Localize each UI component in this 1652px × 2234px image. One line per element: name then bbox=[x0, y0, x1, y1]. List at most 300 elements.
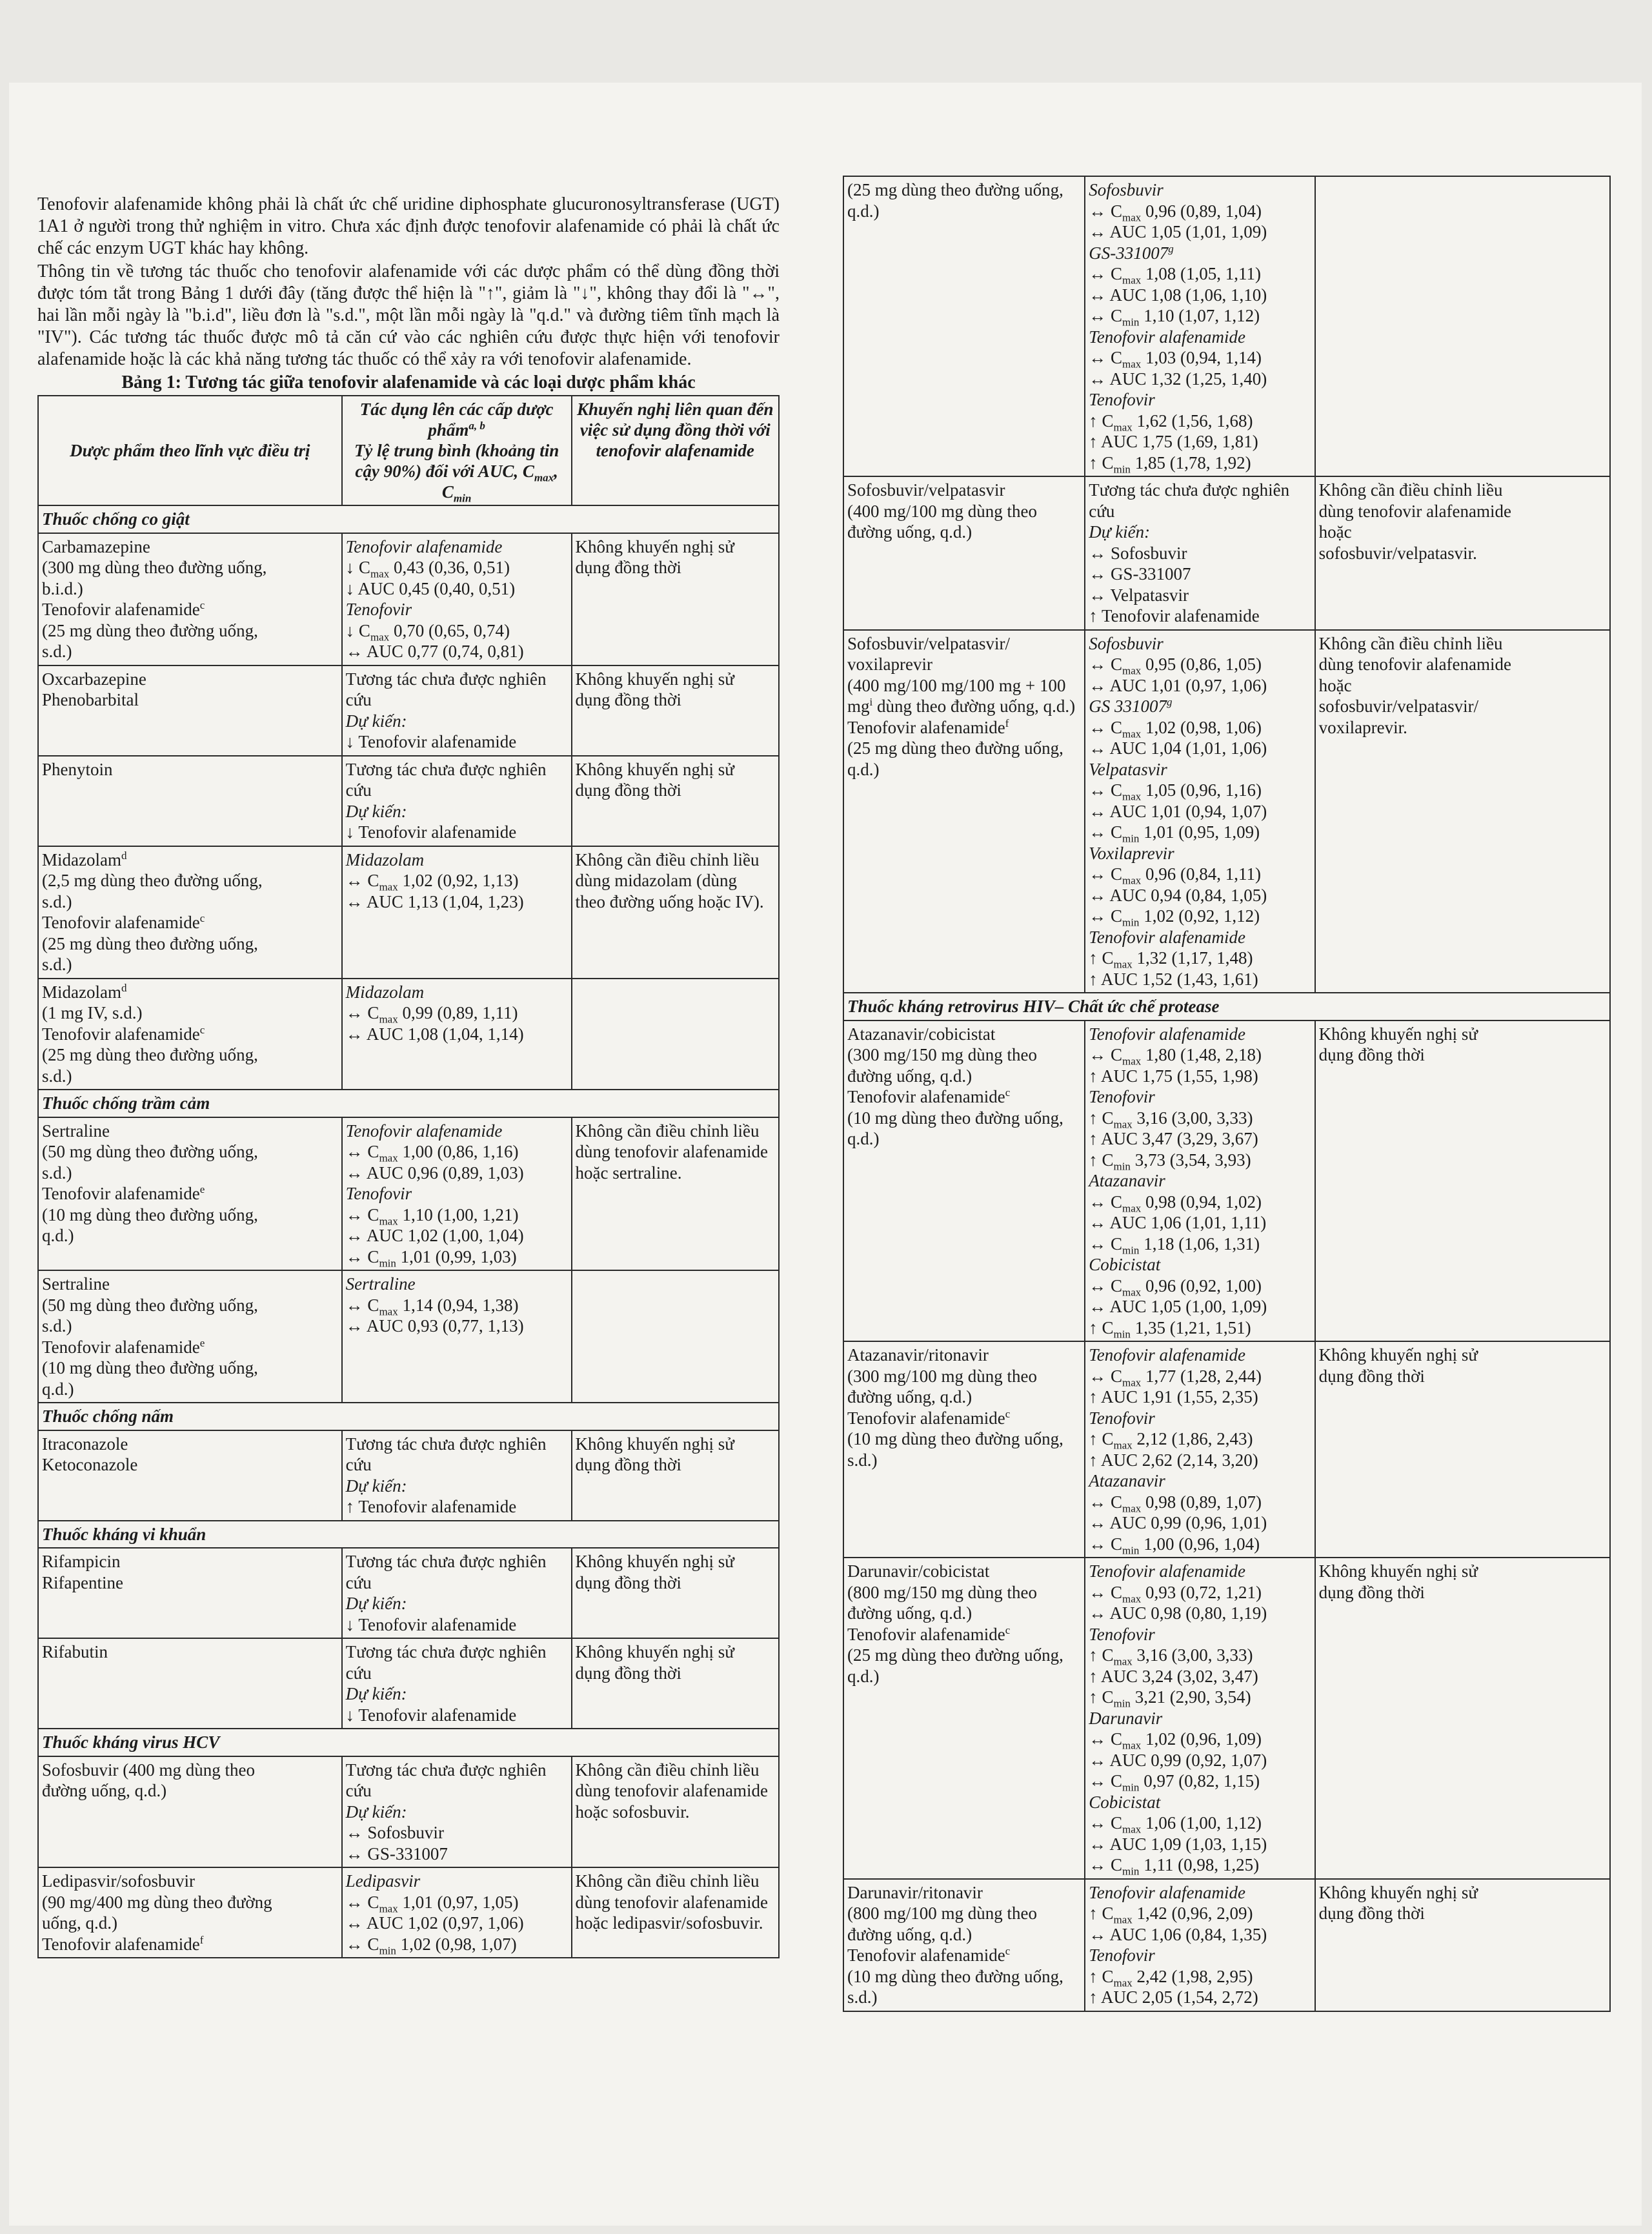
effect-cell bbox=[1085, 630, 1315, 993]
cell-line: s.d.) bbox=[42, 891, 72, 911]
cell-line: (10 mg dùng theo đường uống, bbox=[847, 1966, 1063, 1986]
cell-line: Tenofovir alafenamide$^e$ bbox=[42, 1336, 205, 1357]
cell-line: ↔ $C_{max}$ 1,80 (1,48, 2,18) bbox=[1089, 1045, 1262, 1068]
recommendation-cell bbox=[572, 1756, 779, 1868]
cell-line: (50 mg dùng theo đường uống, bbox=[42, 1295, 258, 1315]
recommendation-cell bbox=[572, 756, 779, 846]
cell-line: ↓ $C_{max}$ 0,70 (0,65, 0,74) bbox=[345, 620, 510, 643]
cell-line: Tương tác chưa được nghiên bbox=[345, 759, 547, 779]
table-title: Bảng 1: Tương tác giữa tenofovir alafenamide và các loại dược phẩm khác bbox=[121, 372, 696, 392]
cell-line: ↔ AUC 1,01 (0,94, 1,07) bbox=[1089, 801, 1267, 821]
cell-line: ↔ AUC 1,06 (1,01, 1,11) bbox=[1089, 1213, 1267, 1232]
recommendation-cell bbox=[572, 979, 779, 1090]
cell-line: Phenobarbital bbox=[42, 690, 139, 709]
cell-line: ↔ $C_{min}$ 1,18 (1,06, 1,31) bbox=[1089, 1234, 1260, 1256]
category-row bbox=[38, 505, 779, 533]
cell-line: ↔ AUC 0,99 (0,96, 1,01) bbox=[1089, 1513, 1267, 1532]
cell-line: ↔ $C_{max}$ 1,05 (0,96, 1,16) bbox=[1089, 780, 1262, 803]
category-row bbox=[38, 1090, 779, 1117]
cell-line: ↑ Tenofovir alafenamide bbox=[345, 1497, 517, 1516]
cell-line: ↔ $C_{max}$ 0,98 (0,89, 1,07) bbox=[1089, 1492, 1262, 1514]
cell-line: voxilaprevir. bbox=[1318, 717, 1407, 737]
category-row bbox=[38, 1403, 779, 1430]
recommendation-cell bbox=[1315, 630, 1610, 993]
cell-line: Tenofovir alafenamide bbox=[1089, 1882, 1245, 1902]
cell-line: ↔ AUC 0,99 (0,92, 1,07) bbox=[1089, 1750, 1267, 1770]
cell-line: ↓ $C_{max}$ 0,43 (0,36, 0,51) bbox=[345, 558, 510, 580]
recommendation-cell bbox=[1315, 1341, 1610, 1558]
cell-line: Rifampicin bbox=[42, 1552, 121, 1571]
cell-line: ↔ Sofosbuvir bbox=[1089, 543, 1187, 563]
cell-line: sofosbuvir/velpatasvir. bbox=[1318, 543, 1477, 563]
recommendation-cell bbox=[572, 1430, 779, 1521]
cell-line: Atazanavir/ritonavir bbox=[847, 1345, 989, 1365]
cell-line: ↔ AUC 1,04 (1,01, 1,06) bbox=[1089, 738, 1267, 758]
effect-cell bbox=[342, 1756, 572, 1868]
cell-line: (2,5 mg dùng theo đường uống, bbox=[42, 871, 263, 890]
drug-cell bbox=[843, 1341, 1085, 1558]
cell-line: Velpatasvir bbox=[1089, 759, 1167, 779]
cell-line: cứu bbox=[345, 1781, 372, 1800]
cell-line: Tenofovir bbox=[345, 600, 412, 619]
cell-line: ↔ $C_{max}$ 1,00 (0,86, 1,16) bbox=[345, 1142, 519, 1164]
cell-line: (300 mg/150 mg dùng theo bbox=[847, 1045, 1037, 1064]
table-row bbox=[843, 176, 1610, 476]
cell-line: s.d.) bbox=[42, 1163, 72, 1183]
cell-line: ↔ $C_{min}$ 1,10 (1,07, 1,12) bbox=[1089, 306, 1260, 329]
cell-line: ↔ $C_{max}$ 1,03 (0,94, 1,14) bbox=[1089, 348, 1262, 371]
cell-line: ↔ $C_{max}$ 0,99 (0,89, 1,11) bbox=[345, 1003, 518, 1026]
cell-line: ↔ AUC 1,09 (1,03, 1,15) bbox=[1089, 1834, 1267, 1854]
effect-cell bbox=[1085, 176, 1315, 476]
cell-line: hoặc sertraline. bbox=[575, 1163, 682, 1183]
cell-line: Sertraline bbox=[345, 1274, 416, 1294]
cell-line: Sofosbuvir/velpatasvir/ bbox=[847, 633, 1010, 653]
table-row bbox=[843, 1341, 1610, 1558]
cell-line: Sofosbuvir (400 mg dùng theo bbox=[42, 1760, 255, 1780]
table-row bbox=[38, 979, 779, 1090]
cell-line: dụng đồng thời bbox=[1318, 1904, 1425, 1923]
drug-cell bbox=[38, 979, 342, 1090]
cell-line: s.d.) bbox=[42, 1066, 72, 1086]
drug-cell bbox=[38, 1270, 342, 1403]
cell-line: dụng đồng thời bbox=[575, 780, 681, 800]
cell-line: s.d.) bbox=[847, 1450, 878, 1470]
cell-line: ↔ AUC 0,77 (0,74, 0,81) bbox=[345, 642, 524, 661]
cell-line: dùng midazolam (dùng bbox=[575, 871, 737, 890]
cell-line: GS 331007$^g$ bbox=[1089, 696, 1173, 716]
cell-line: Rifapentine bbox=[42, 1572, 123, 1592]
category-label: Thuốc kháng vi khuẩn bbox=[38, 1521, 779, 1549]
recommendation-cell bbox=[572, 533, 779, 665]
cell-line: Không khuyến nghị sử bbox=[1318, 1882, 1478, 1902]
drug-cell bbox=[38, 1430, 342, 1521]
cell-line: Midazolam bbox=[345, 849, 425, 869]
category-label: Thuốc chống co giật bbox=[38, 505, 779, 533]
cell-line: Tenofovir bbox=[345, 1184, 412, 1203]
cell-line: ↑ $C_{min}$ 1,85 (1,78, 1,92) bbox=[1089, 452, 1251, 475]
table-row bbox=[843, 476, 1610, 630]
cell-line: ↑ $C_{min}$ 3,21 (2,90, 3,54) bbox=[1089, 1687, 1251, 1710]
cell-line: Dự kiến: bbox=[345, 711, 407, 731]
cell-line: (400 mg/100 mg dùng theo bbox=[847, 501, 1037, 521]
drug-cell bbox=[843, 176, 1085, 476]
header-effect: Tác dụng lên các cấp dược phẩm$^{a, b}$ Tỷ lệ trung bình (khoảng tin cậy 90%) đối với AUC, $C_{max}$, $C_{min}$ bbox=[342, 396, 572, 505]
drug-cell bbox=[843, 476, 1085, 630]
cell-line: $mg^i$ dùng theo đường uống, q.d.) bbox=[847, 696, 1076, 716]
table-row bbox=[38, 846, 779, 979]
cell-line: Sofosbuvir bbox=[1089, 633, 1163, 653]
cell-line: ↑ $C_{max}$ 3,16 (3,00, 3,33) bbox=[1089, 1645, 1253, 1668]
cell-line: Midazolam$^d$ bbox=[42, 849, 127, 869]
cell-line: Tenofovir alafenamide bbox=[345, 536, 503, 556]
cell-line: Atazanavir/cobicistat bbox=[847, 1024, 996, 1044]
table-row bbox=[38, 1430, 779, 1521]
cell-line: cứu bbox=[1089, 501, 1115, 521]
cell-line: Dự kiến: bbox=[345, 801, 407, 821]
cell-line: ↔ $C_{max}$ 0,96 (0,84, 1,11) bbox=[1089, 864, 1261, 887]
cell-line: ↔ $C_{min}$ 1,01 (0,99, 1,03) bbox=[345, 1246, 517, 1269]
cell-line: Tenofovir alafenamide$^c$ bbox=[847, 1086, 1011, 1106]
cell-line: ↑ Tenofovir alafenamide bbox=[1089, 606, 1260, 625]
cell-line: dùng tenofovir alafenamide bbox=[1318, 501, 1511, 521]
cell-line: dụng đồng thời bbox=[1318, 1582, 1425, 1602]
cell-line: ↑ $C_{max}$ 1,32 (1,17, 1,48) bbox=[1089, 948, 1253, 971]
drug-cell bbox=[38, 533, 342, 665]
effect-cell bbox=[342, 1430, 572, 1521]
cell-line: Tương tác chưa được nghiên bbox=[345, 669, 547, 689]
cell-line: (10 mg dùng theo đường uống, bbox=[42, 1204, 258, 1224]
drug-cell bbox=[843, 1879, 1085, 2011]
cell-line: ↓ Tenofovir alafenamide bbox=[345, 822, 517, 842]
effect-cell bbox=[342, 1548, 572, 1638]
category-label: Thuốc chống nấm bbox=[38, 1403, 779, 1430]
drug-cell bbox=[38, 1548, 342, 1638]
cell-line: Tenofovir bbox=[1089, 1408, 1155, 1428]
cell-line: (1 mg IV, s.d.) bbox=[42, 1003, 143, 1022]
effect-cell bbox=[1085, 1341, 1315, 1558]
cell-line: ↑ $C_{min}$ 3,73 (3,54, 3,93) bbox=[1089, 1150, 1251, 1172]
recommendation-cell bbox=[572, 1638, 779, 1729]
cell-line: ↔ $C_{min}$ 1,01 (0,95, 1,09) bbox=[1089, 822, 1260, 845]
cell-line: Darunavir/ritonavir bbox=[847, 1882, 983, 1902]
drug-cell bbox=[843, 1558, 1085, 1879]
cell-line: ↔ $C_{max}$ 1,02 (0,96, 1,09) bbox=[1089, 1729, 1262, 1752]
cell-line: Tương tác chưa được nghiên bbox=[345, 1642, 547, 1661]
effect-cell bbox=[1085, 1879, 1315, 2011]
cell-line: Tenofovir alafenamide$^f$ bbox=[847, 716, 1009, 737]
category-row bbox=[38, 1521, 779, 1549]
cell-line: Tenofovir bbox=[1089, 1087, 1155, 1106]
cell-line: theo đường uống hoặc IV). bbox=[575, 891, 764, 911]
cell-line: ↔ $C_{max}$ 1,08 (1,05, 1,11) bbox=[1089, 264, 1261, 287]
cell-line: hoặc bbox=[1318, 675, 1352, 695]
cell-line: (800 mg/150 mg dùng theo bbox=[847, 1582, 1037, 1602]
cell-line: (25 mg dùng theo đường uống, bbox=[847, 738, 1063, 758]
cell-line: đường uống, q.d.) bbox=[847, 1387, 972, 1406]
drug-cell bbox=[38, 756, 342, 846]
cell-line: Không khuyến nghị sử bbox=[1318, 1345, 1478, 1365]
table-row bbox=[38, 665, 779, 756]
header-recommendation: Khuyến nghị liên quan đến việc sử dụng đồng thời với tenofovir alafenamide bbox=[572, 396, 779, 505]
cell-line: Sertraline bbox=[42, 1121, 110, 1141]
cell-line: (300 mg/100 mg dùng theo bbox=[847, 1366, 1037, 1386]
table-row bbox=[38, 1756, 779, 1868]
cell-line: dụng đồng thời bbox=[575, 690, 681, 709]
cell-line: hoặc bbox=[1318, 522, 1352, 542]
cell-line: ↔ AUC 0,94 (0,84, 1,05) bbox=[1089, 885, 1267, 905]
cell-line: cứu bbox=[345, 690, 372, 709]
cell-line: ↔ AUC 1,02 (1,00, 1,04) bbox=[345, 1226, 524, 1245]
cell-line: (10 mg dùng theo đường uống, bbox=[847, 1108, 1063, 1128]
cell-line: dụng đồng thời bbox=[575, 1663, 681, 1683]
cell-line: Phenytoin bbox=[42, 759, 113, 779]
cell-line: ↔ GS-331007 bbox=[1089, 564, 1191, 584]
cell-line: ↔ $C_{max}$ 0,96 (0,92, 1,00) bbox=[1089, 1275, 1262, 1298]
cell-line: Tenofovir alafenamide$^c$ bbox=[847, 1407, 1011, 1428]
header-drug-class: Dược phẩm theo lĩnh vực điều trị bbox=[38, 396, 342, 505]
cell-line: Tenofovir alafenamide bbox=[1089, 927, 1245, 947]
cell-line: ↔ $C_{min}$ 1,00 (0,96, 1,04) bbox=[1089, 1534, 1260, 1556]
cell-line: q.d.) bbox=[42, 1226, 74, 1245]
cell-line: (400 mg/100 mg/100 mg + 100 bbox=[847, 675, 1066, 695]
cell-line: Tương tác chưa được nghiên bbox=[345, 1552, 547, 1571]
category-row bbox=[843, 993, 1610, 1021]
category-label: Thuốc kháng retrovirus HIV– Chất ức chế protease bbox=[843, 993, 1610, 1021]
cell-line: (25 mg dùng theo đường uống, bbox=[42, 1045, 258, 1064]
effect-cell bbox=[342, 1270, 572, 1403]
cell-line: q.d.) bbox=[847, 759, 880, 779]
cell-line: ↔ $C_{max}$ 0,96 (0,89, 1,04) bbox=[1089, 201, 1262, 223]
cell-line: Dự kiến: bbox=[345, 1594, 407, 1613]
cell-line: ↔ AUC 1,06 (0,84, 1,35) bbox=[1089, 1924, 1267, 1944]
cell-line: Tenofovir alafenamide bbox=[1089, 327, 1245, 347]
cell-line: Sertraline bbox=[42, 1274, 110, 1294]
effect-cell bbox=[1085, 1021, 1315, 1342]
cell-line: Không khuyến nghị sử bbox=[575, 1434, 734, 1454]
drug-cell bbox=[38, 1638, 342, 1729]
cell-line: (25 mg dùng theo đường uống, bbox=[847, 180, 1063, 199]
cell-line: ↔ Sofosbuvir bbox=[345, 1823, 444, 1842]
category-label: Thuốc chống trầm cảm bbox=[38, 1090, 779, 1117]
effect-cell bbox=[342, 756, 572, 846]
cell-line: Tenofovir bbox=[1089, 1945, 1155, 1965]
cell-line: ↔ $C_{max}$ 1,77 (1,28, 2,44) bbox=[1089, 1366, 1262, 1388]
cell-line: ↔ Velpatasvir bbox=[1089, 585, 1189, 605]
cell-line: Không khuyến nghị sử bbox=[575, 669, 734, 689]
cell-line: ↔ $C_{max}$ 1,02 (0,98, 1,06) bbox=[1089, 717, 1262, 740]
cell-line: ↑ $C_{max}$ 2,42 (1,98, 2,95) bbox=[1089, 1966, 1253, 1989]
cell-line: Darunavir bbox=[1089, 1708, 1163, 1728]
cell-line: Tenofovir alafenamide$^c$ bbox=[42, 912, 205, 932]
cell-line: q.d.) bbox=[847, 1666, 880, 1686]
cell-line: Không khuyến nghị sử bbox=[575, 536, 734, 556]
effect-cell bbox=[342, 665, 572, 756]
table-header-row bbox=[38, 396, 779, 505]
cell-line: Carbamazepine bbox=[42, 536, 150, 556]
cell-line: ↔ $C_{min}$ 1,02 (0,98, 1,07) bbox=[345, 1934, 517, 1956]
cell-line: dụng đồng thời bbox=[1318, 1045, 1425, 1064]
cell-line: Dự kiến: bbox=[345, 1476, 407, 1496]
cell-line: ↔ $C_{min}$ 1,02 (0,92, 1,12) bbox=[1089, 906, 1260, 929]
cell-line: Không khuyến nghị sử bbox=[1318, 1561, 1478, 1581]
cell-line: ↑ $C_{max}$ 2,12 (1,86, 2,43) bbox=[1089, 1429, 1253, 1452]
cell-line: Rifabutin bbox=[42, 1642, 108, 1661]
recommendation-cell bbox=[1315, 1021, 1610, 1342]
recommendation-cell bbox=[572, 1270, 779, 1403]
cell-line: ↔ $C_{max}$ 0,98 (0,94, 1,02) bbox=[1089, 1192, 1262, 1214]
cell-line: sofosbuvir/velpatasvir/ bbox=[1318, 696, 1479, 716]
cell-line: ↑ AUC 1,75 (1,69, 1,81) bbox=[1089, 432, 1258, 451]
cell-line: Không cần điều chỉnh liều bbox=[1318, 480, 1503, 500]
category-label: Thuốc kháng virus HCV bbox=[38, 1729, 779, 1756]
cell-line: cứu bbox=[345, 1663, 372, 1683]
cell-line: ↓ Tenofovir alafenamide bbox=[345, 1705, 517, 1725]
cell-line: Tenofovir bbox=[1089, 390, 1155, 409]
effect-cell bbox=[1085, 476, 1315, 630]
drug-cell bbox=[38, 1117, 342, 1271]
cell-line: cứu bbox=[345, 780, 372, 800]
cell-line: Ledipasvir bbox=[345, 1871, 421, 1891]
cell-line: ↔ $C_{max}$ 1,14 (0,94, 1,38) bbox=[345, 1295, 519, 1317]
cell-line: ↔ AUC 0,93 (0,77, 1,13) bbox=[345, 1316, 524, 1335]
drug-cell bbox=[38, 1867, 342, 1958]
drug-cell bbox=[38, 1756, 342, 1868]
cell-line: ↔ $C_{min}$ 1,11 (0,98, 1,25) bbox=[1089, 1855, 1260, 1878]
cell-line: ↔ AUC 1,08 (1,06, 1,10) bbox=[1089, 285, 1267, 305]
drug-cell bbox=[38, 665, 342, 756]
cell-line: ↑ AUC 3,24 (3,02, 3,47) bbox=[1089, 1666, 1258, 1686]
cell-line: (25 mg dùng theo đường uống, bbox=[847, 1645, 1063, 1665]
table-row bbox=[38, 533, 779, 665]
interaction-table-right bbox=[843, 176, 1611, 2012]
cell-line: s.d.) bbox=[847, 1987, 878, 2007]
recommendation-cell bbox=[1315, 1558, 1610, 1879]
cell-line: ↔ $C_{max}$ 1,10 (1,00, 1,21) bbox=[345, 1204, 519, 1227]
effect-cell bbox=[342, 533, 572, 665]
cell-line: b.i.d.) bbox=[42, 578, 83, 598]
cell-line: Không cần điều chỉnh liều bbox=[575, 849, 760, 869]
cell-line: ↔ $C_{max}$ 1,06 (1,00, 1,12) bbox=[1089, 1813, 1262, 1836]
cell-line: Tương tác chưa được nghiên bbox=[345, 1434, 547, 1454]
cell-line: ↑ $C_{max}$ 1,42 (0,96, 2,09) bbox=[1089, 1904, 1253, 1926]
cell-line: ↔ GS-331007 bbox=[345, 1843, 448, 1863]
cell-line: Midazolam$^d$ bbox=[42, 981, 127, 1002]
cell-line: đường uống, q.d.) bbox=[847, 1924, 972, 1944]
cell-line: (800 mg/100 mg dùng theo bbox=[847, 1904, 1037, 1923]
drug-cell bbox=[38, 846, 342, 979]
table-row bbox=[843, 1021, 1610, 1342]
cell-line: (25 mg dùng theo đường uống, bbox=[42, 620, 258, 640]
drug-cell bbox=[843, 1021, 1085, 1342]
cell-line: Tenofovir alafenamide bbox=[1089, 1345, 1245, 1365]
cell-line: Dự kiến: bbox=[345, 1684, 407, 1703]
effect-cell bbox=[342, 979, 572, 1090]
cell-line: Không cần điều chỉnh liều bbox=[575, 1121, 760, 1141]
effect-cell bbox=[342, 1117, 572, 1271]
cell-line: Cobicistat bbox=[1089, 1792, 1161, 1812]
cell-line: Oxcarbazepine bbox=[42, 669, 146, 689]
cell-line: Tenofovir alafenamide$^c$ bbox=[42, 599, 205, 619]
cell-line: Không khuyến nghị sử bbox=[575, 1642, 734, 1661]
cell-line: Dự kiến: bbox=[345, 1802, 407, 1822]
cell-line: dụng đồng thời bbox=[575, 1455, 681, 1474]
table-row bbox=[38, 1270, 779, 1403]
cell-line: Voxilaprevir bbox=[1089, 843, 1174, 863]
cell-line: q.d.) bbox=[42, 1379, 74, 1399]
cell-line: ↑ AUC 1,91 (1,55, 2,35) bbox=[1089, 1387, 1258, 1406]
table-row bbox=[38, 1638, 779, 1729]
recommendation-cell bbox=[572, 1867, 779, 1958]
recommendation-cell bbox=[572, 665, 779, 756]
left-column bbox=[37, 194, 780, 1958]
cell-line: Ketoconazole bbox=[42, 1455, 138, 1474]
cell-line: Atazanavir bbox=[1089, 1471, 1165, 1490]
cell-line: ↔ AUC 1,01 (0,97, 1,06) bbox=[1089, 675, 1267, 695]
cell-line: Không khuyến nghị sử bbox=[575, 759, 734, 779]
cell-line: ↔ $C_{max}$ 1,02 (0,92, 1,13) bbox=[345, 871, 519, 893]
cell-line: uống, q.d.) bbox=[42, 1913, 117, 1933]
intro-paragraph-1: Tenofovir alafenamide không phải là chất ức chế uridine diphosphate glucuronosyltransferase (UGT) 1A1 ở người trong thử nghiệm in vitro. Chưa xác định được tenofovir alafenamide có phải là chất ức chế các enzym UGT khác hay không. bbox=[37, 194, 780, 258]
cell-line: (90 mg/400 mg dùng theo đường bbox=[42, 1892, 272, 1912]
effect-cell bbox=[342, 846, 572, 979]
cell-line: Không cần điều chỉnh liều bbox=[1318, 633, 1503, 653]
effect-cell bbox=[342, 1867, 572, 1958]
cell-line: s.d.) bbox=[42, 1316, 72, 1335]
cell-line: Tương tác chưa được nghiên bbox=[1089, 480, 1290, 500]
cell-line: ↔ AUC 1,02 (0,97, 1,06) bbox=[345, 1913, 524, 1933]
cell-line: ↑ AUC 2,05 (1,54, 2,72) bbox=[1089, 1987, 1258, 2007]
cell-line: đường uống, q.d.) bbox=[42, 1781, 167, 1800]
recommendation-cell bbox=[1315, 176, 1610, 476]
category-row bbox=[38, 1729, 779, 1756]
cell-line: ↓ AUC 0,45 (0,40, 0,51) bbox=[345, 578, 516, 598]
cell-line: ↔ AUC 0,98 (0,80, 1,19) bbox=[1089, 1603, 1267, 1623]
cell-line: voxilaprevir bbox=[847, 655, 932, 674]
cell-line: dùng tenofovir alafenamide bbox=[575, 1892, 768, 1912]
cell-line: đường uống, q.d.) bbox=[847, 1603, 972, 1623]
table-row bbox=[38, 756, 779, 846]
cell-line: ↔ AUC 1,13 (1,04, 1,23) bbox=[345, 891, 524, 911]
cell-line: Không cần điều chỉnh liều bbox=[575, 1760, 760, 1780]
cell-line: dụng đồng thời bbox=[575, 558, 681, 577]
cell-line: (300 mg dùng theo đường uống, bbox=[42, 558, 267, 577]
cell-line: Cobicistat bbox=[1089, 1255, 1161, 1274]
table-row bbox=[843, 1558, 1610, 1879]
right-column bbox=[843, 176, 1611, 2012]
cell-line: Tenofovir alafenamide$^f$ bbox=[42, 1933, 204, 1954]
cell-line: q.d.) bbox=[847, 1129, 880, 1148]
recommendation-cell bbox=[572, 846, 779, 979]
cell-line: Không khuyến nghị sử bbox=[575, 1552, 734, 1571]
cell-line: ↔ AUC 1,08 (1,04, 1,14) bbox=[345, 1024, 524, 1044]
cell-line: đường uống, q.d.) bbox=[847, 522, 972, 542]
cell-line: q.d.) bbox=[847, 201, 880, 221]
table-row bbox=[38, 1117, 779, 1271]
cell-line: ↓ Tenofovir alafenamide bbox=[345, 732, 517, 751]
cell-line: Sofosbuvir/velpatasvir bbox=[847, 480, 1005, 500]
cell-line: Không cần điều chỉnh liều bbox=[575, 1871, 760, 1891]
cell-line: Tenofovir alafenamide bbox=[345, 1121, 503, 1141]
cell-line: ↔ $C_{min}$ 0,97 (0,82, 1,15) bbox=[1089, 1771, 1260, 1794]
cell-line: Tenofovir alafenamide$^c$ bbox=[847, 1945, 1011, 1965]
cell-line: (50 mg dùng theo đường uống, bbox=[42, 1142, 258, 1161]
recommendation-cell bbox=[572, 1548, 779, 1638]
cell-line: dùng tenofovir alafenamide bbox=[575, 1142, 768, 1161]
cell-line: ↑ $C_{max}$ 3,16 (3,00, 3,33) bbox=[1089, 1108, 1253, 1130]
interaction-table-left bbox=[37, 395, 780, 1958]
table-row bbox=[843, 630, 1610, 993]
